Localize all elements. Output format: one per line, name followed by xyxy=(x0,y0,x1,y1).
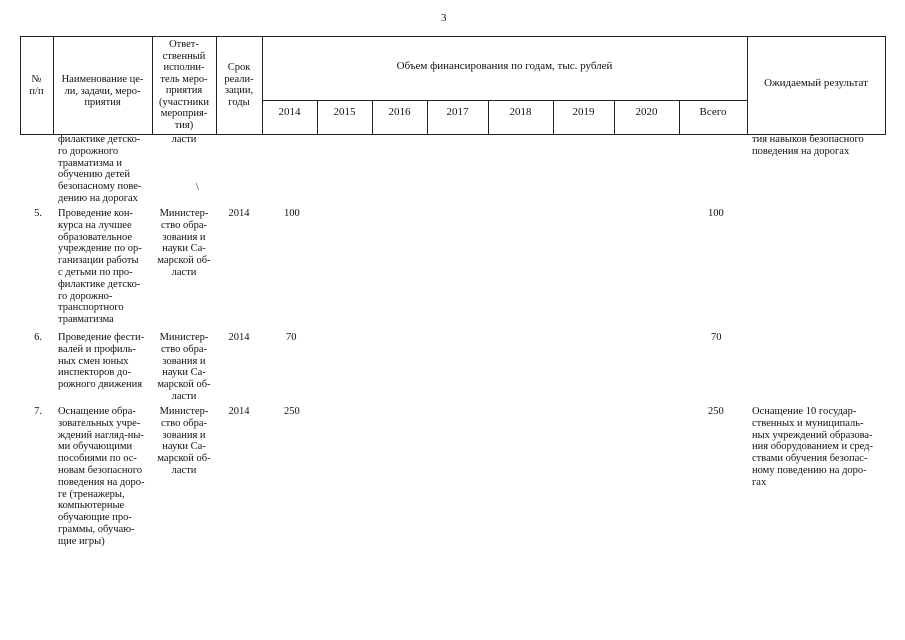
header-col-term: Срок реали- зации, годы xyxy=(224,62,254,108)
row-result: Оснащение 10 государ- ственных и муниципаль- ных учреждений образова- ния оборудованием и сред- ствами обучения безопас- ному поведению на доро- гах xyxy=(752,406,873,488)
row-term: 2014 xyxy=(228,332,250,343)
header-year-2019: 2019 xyxy=(572,106,595,118)
row-executor: Министер- ство обра- зования и науки Са- марской об- ласти xyxy=(157,208,211,278)
header-col-executor: Ответ- ственный исполни- тель меро- приятия (участники мероприя- тия) xyxy=(159,39,209,131)
carry-over-result: тия навыков безопасного поведения на дорогах xyxy=(752,134,864,157)
carry-over-name: филактике детско- го дорожного травматизма и обучению детей безопасному пове- дению на дорогах xyxy=(58,134,142,204)
header-total: Всего xyxy=(699,106,727,118)
header-year-2014: 2014 xyxy=(278,106,301,118)
row-number: 6. xyxy=(34,332,42,343)
row-name: Проведение фести- валей и профиль- ных смен юных инспекторов до- рожного движения xyxy=(58,332,145,391)
row-term: 2014 xyxy=(228,208,250,219)
header-year-2020: 2020 xyxy=(635,106,658,118)
row-executor: Министер- ство обра- зования и науки Са- марской об- ласти xyxy=(157,332,211,402)
stray-mark: \ xyxy=(196,182,199,193)
carry-over-executor: ласти xyxy=(171,134,197,145)
header-year-2016: 2016 xyxy=(388,106,411,118)
row-amount-2014: 250 xyxy=(284,406,300,417)
row-total: 250 xyxy=(708,406,724,417)
row-term: 2014 xyxy=(228,406,250,417)
header-year-2018: 2018 xyxy=(509,106,532,118)
header-col-name: Наименование це- ли, задачи, меро- приятия xyxy=(61,74,144,108)
row-name: Оснащение обра- зовательных учре- ждений нагляд-ны- ми обучающими пособиями по ос- новам безопасного поведения на доро- ге (тренажеры, компьютерные обучающие про- граммы, обучаю- щие игры) xyxy=(58,406,145,547)
page-number: 3 xyxy=(441,12,447,24)
row-number: 5. xyxy=(34,208,42,219)
row-executor: Министер- ство обра- зования и науки Са- марской об- ласти xyxy=(157,406,211,476)
row-total: 70 xyxy=(711,332,722,343)
row-number: 7. xyxy=(34,406,42,417)
header-col-number: № п/п xyxy=(29,74,44,97)
row-amount-2014: 70 xyxy=(286,332,297,343)
row-name: Проведение кон- курса на лучшее образовательное учреждение по ор- ганизации работы с детьми по про- филактике детско- го дорожно- транспортного травматизма xyxy=(58,208,142,326)
header-col-result: Ожидаемый результат xyxy=(764,77,868,89)
row-amount-2014: 100 xyxy=(284,208,300,219)
header-year-2017: 2017 xyxy=(446,106,469,118)
header-col-finance: Объем финансирования по годам, тыс. рублей xyxy=(396,60,613,72)
row-total: 100 xyxy=(708,208,724,219)
header-year-2015: 2015 xyxy=(333,106,356,118)
table-header xyxy=(20,36,886,134)
